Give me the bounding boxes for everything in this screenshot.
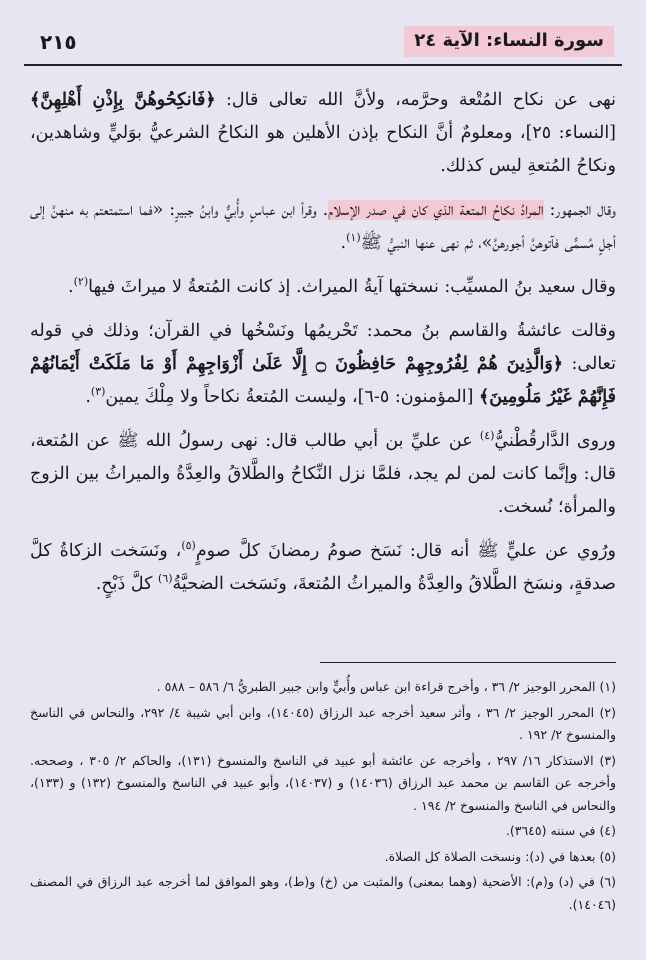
text-run: وقال الجمهور: — [543, 200, 616, 220]
highlighted-text: المرادُ نكاحُ المتعة الذي كان في صدر الإسلام — [328, 200, 544, 220]
quran-verse: ﴿فَانكِحُوهُنَّ بِإِذْنِ أَهْلِهِنَّ﴾ — [30, 90, 216, 110]
footnote-6: (٦) في (د) و(م): الأضحية (وهما بمعنى) والمثبت من (خ) و(ط)، وهو الموافق لما أخرجه عبد الرزاق في المصنف (١٤٠٤٦). — [30, 874, 616, 912]
footnote-marker: (٥) — [181, 539, 196, 553]
main-text — [30, 84, 616, 612]
footnote-5: (٥) بعدها في (د): ونسخت الصلاة كل الصلاة. — [384, 848, 616, 864]
text-run: عن عليِّ بن أبي طالب قال: نهى رسولُ الله ﷺ عن المُتعة، قال: وإنَّما كانت لمن لم يجد، فلمَّا نزل النِّكاحُ والطَّلاقُ والعِدَّةُ والميراثُ بين الزوج والمرأة؛ نُسخت. — [30, 431, 616, 517]
text-run: كلَّ ذَبْحٍ. — [95, 574, 159, 594]
footnote-marker: (٣) — [90, 385, 106, 399]
footnotes — [30, 676, 616, 919]
surah-verse-label: سورة النساء: الآية ٢٤ — [404, 26, 614, 57]
text-run: . — [340, 233, 347, 253]
text-run: وقالت عائشةُ والقاسم بنُ محمد: تَحْريمُها ونَسْخُها في القرآن؛ وذلك في قوله تعالى: — [30, 321, 616, 374]
text-run: [النساء: ٢٥]، ومعلومٌ أنَّ النكاح بإذن الأهلين هو النكاحُ الشرعيُّ بوَليٍّ وشاهدين، ونكاحُ المُتعةِ ليس كذلك. — [30, 123, 617, 176]
text-run: [المؤمنون: ٥-٦]، وليست المُتعةُ نكاحاً ولا مِلْكَ يمين — [105, 387, 479, 407]
paragraph-6 — [30, 535, 616, 601]
quran-verse: ﴿وَالَّذِينَ هُمْ لِفُرُوجِهِمْ حَافِظُونَ ۝ إِلَّا عَلَىٰ أَزْوَاجِهِمْ أَوْ مَا مَلَكَتْ أَيْمَانُهُمْ فَإِنَّهُمْ غَيْرُ مَلُومِينَ﴾ — [30, 354, 616, 407]
text-run: . وقرأ ابن عباسٍ وأُبيٌّ وابنُ جبيرٍ: «فما استمتعتم به منهنَّ إلى أجلٍ مُسمًّى فآتوهنَّ أجورهنَّ»، ثم نهى عنها النبيُّ ﷺ — [30, 200, 616, 253]
text-run: ورُوي عن عليٍّ ﷺ أنه قال: نَسَخ صومُ رمضانَ كلَّ صومٍ — [195, 541, 616, 561]
footnote-marker: (١) — [346, 231, 361, 245]
page-number: ٢١٥ — [40, 30, 77, 54]
paragraph-4 — [30, 315, 616, 414]
text-run: ، ونَسَخت الزكاةُ كلَّ صدقةٍ، ونسَخ الطَّلاقُ والعِدَّةُ والميراثُ المُتعةَ، ونَسَخت الضحيَّةُ — [30, 541, 616, 594]
paragraph-5 — [30, 425, 616, 524]
footnote-2: (٢) المحرر الوجيز ٢/ ٣٦ ، وأثر سعيد أخرجه عبد الرزاق (١٤٠٤٥)، وابن أبي شيبة ٤/ ٢٩٢، والنحاس في الناسخ والمنسوخ ٢/ ١٩٢ . — [30, 704, 617, 742]
footnote-marker: (٤) — [479, 429, 495, 443]
paragraph-3 — [30, 271, 616, 304]
footnote-1: (١) المحرر الوجيز ٢/ ٣٦ ، وأخرج قراءة ابن عباس وأُبيٍّ وابن جبير الطبريُّ ٦/ ٥٨٦ – ٥٨٨ . — [156, 679, 616, 694]
text-run: وروى الدَّارقُطْنيُّ — [494, 431, 616, 451]
text-run: نهى عن نكاح المُتْعة وحرَّمه، ولأنَّ الله تعالى قال: — [215, 90, 616, 110]
page-header — [24, 22, 622, 66]
text-run: وقال سعيد بنُ المسيِّب: نسختها آيةُ الميراث. إذ كانت المُتعةُ لا ميراثَ فيها — [88, 277, 616, 297]
text-run: . — [68, 277, 74, 297]
paragraph-1 — [30, 84, 616, 183]
footnote-marker: (٢) — [73, 275, 89, 289]
footnote-3: (٣) الاستذكار ١٦/ ٢٩٧ ، وأخرجه عن عائشة أبو عبيد في الناسخ والمنسوخ (١٣١)، والحاكم ٢/ ٣٠٥ ، وصححه. وأخرجه عن القاسم بن محمد عبد الرزاق (١٤٠٣٦) و (١٤٠٣٧)، وأبو عبيد في الناسخ والمنسوخ (١٣٢) و (١٣٣)، والنحاس في الناسخ والمنسوخ ٢/ ١٩٤ . — [30, 752, 616, 813]
paragraph-2 — [30, 194, 616, 260]
footnote-marker: (٦) — [158, 572, 173, 586]
text-run: . — [85, 387, 91, 407]
footnote-divider — [320, 662, 616, 663]
footnote-4: (٤) في سننه (٣٦٤٥). — [505, 823, 616, 838]
